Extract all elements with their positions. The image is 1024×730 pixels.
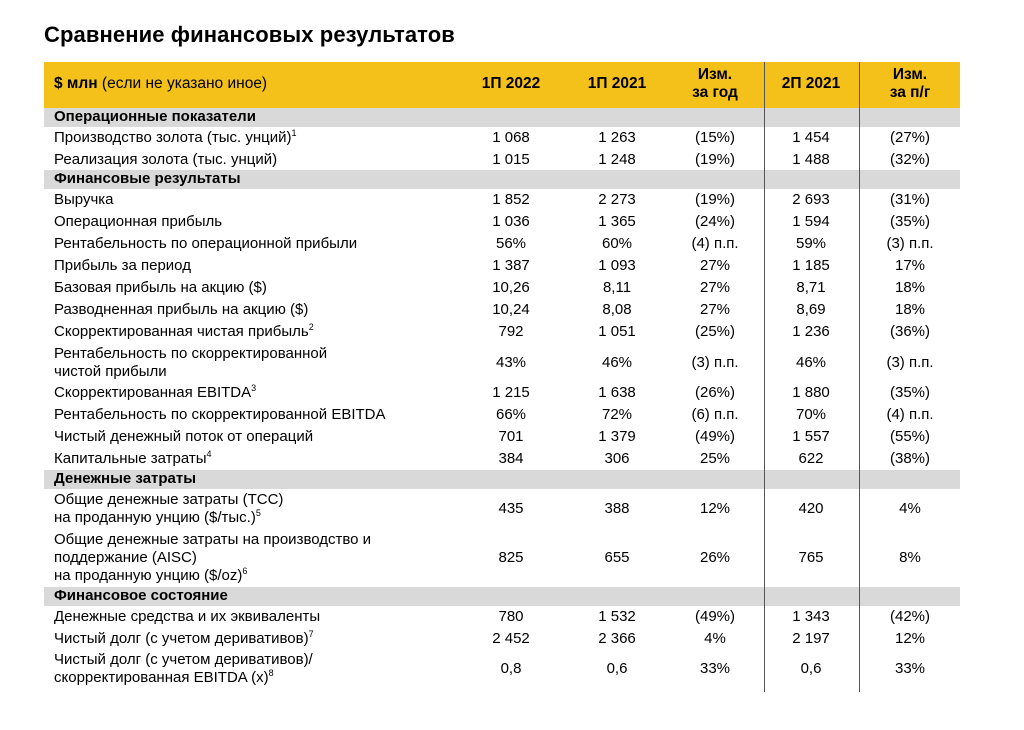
table-cell: 384 [498,450,524,467]
table-cell: (3) п.п. [886,235,934,252]
table-cell: 1 236 [792,323,830,340]
section-operational: Операционные показатели [44,108,960,127]
table-cell: 46% [601,354,633,371]
table-cell: 10,24 [492,301,530,318]
row-label-line: Чистый долг (с учетом деривативов)/ [54,651,313,668]
column-divider [859,62,860,692]
row-label [54,129,296,147]
table-cell: 25% [699,450,731,467]
table-row [44,649,960,689]
table-cell: 1 387 [492,257,530,274]
table-cell: 2 273 [598,191,636,208]
section-costs: Денежные затраты [44,470,960,489]
table-cell: 27% [699,301,731,318]
table-cell: 4% [899,500,921,517]
row-label [54,301,308,319]
table-cell: 622 [798,450,824,467]
table-cell: 435 [498,500,524,517]
row-label-line: Чистый долг (с учетом деривативов) [54,630,309,647]
row-label-line: Производство золота (тыс. унций) [54,129,292,146]
table-row [44,233,960,255]
table-cell: 72% [601,406,633,423]
table-cell: 1 488 [792,151,830,168]
row-label-line: Выручка [54,191,114,208]
table-cell: 1 852 [492,191,530,208]
table-row [44,628,960,649]
row-label-line: Реализация золота (тыс. унций) [54,151,278,168]
table-row [44,299,960,321]
row-label [54,257,191,275]
financial-results-table [44,62,960,689]
table-cell: 420 [798,500,824,517]
row-label-line: Капитальные затраты [54,450,207,467]
table-cell: 765 [798,549,824,566]
row-label-line: Общие денежные затраты на производство и [54,531,372,548]
row-label [54,279,267,297]
table-cell: 2 197 [792,630,830,647]
row-label-line: Рентабельность по операционной прибыли [54,235,358,252]
header-2h-2021: 2П 2021 [781,75,841,92]
table-cell: 1 215 [492,384,530,401]
table-cell: 2 693 [792,191,830,208]
table-cell: 1 880 [792,384,830,401]
footnote-marker: 6 [242,566,248,576]
row-label [54,491,283,527]
footnote-marker: 1 [291,128,297,138]
table-cell: 0,8 [500,660,522,677]
table-cell: 388 [604,500,630,517]
table-cell: (24%) [694,213,735,230]
row-label-line: Чистый денежный поток от операций [54,428,314,445]
footnote-marker: 3 [251,383,257,393]
table-row [44,404,960,426]
row-label-line: скорректированная EBITDA (x) [54,669,269,686]
table-cell: 27% [699,279,731,296]
footnote-marker: 2 [308,322,314,332]
table-row [44,426,960,448]
table-row [44,382,960,404]
table-cell: 8,08 [602,301,632,318]
table-cell: 1 594 [792,213,830,230]
table-cell: (35%) [889,384,930,401]
table-cell: 780 [498,608,524,625]
table-row [44,149,960,170]
table-cell: (49%) [694,428,735,445]
table-cell: 1 093 [598,257,636,274]
page-title: Сравнение финансовых результатов [44,22,455,47]
column-divider [764,62,765,692]
row-label [54,651,313,687]
table-cell: 1 343 [792,608,830,625]
row-label [54,191,114,209]
row-label-line: Разводненная прибыль на акцию ($) [54,301,309,318]
table-cell: 701 [498,428,524,445]
table-cell: (4) п.п. [886,406,934,423]
table-row [44,321,960,343]
section-financial: Финансовые результаты [44,170,960,189]
row-label-line: чистой прибыли [54,363,167,380]
row-label-line: Рентабельность по скорректированной [54,345,328,362]
table-cell: (19%) [694,191,735,208]
table-cell: 10,26 [492,279,530,296]
table-header [44,62,960,108]
table-cell: 655 [604,549,630,566]
table-cell: 46% [795,354,827,371]
footnote-marker: 7 [308,629,314,639]
table-cell: 33% [699,660,731,677]
table-row [44,343,960,382]
table-cell: (49%) [694,608,735,625]
table-cell: (26%) [694,384,735,401]
table-cell: (38%) [889,450,930,467]
table-cell: (4) п.п. [691,235,739,252]
table-cell: (27%) [889,129,930,146]
row-label [54,345,327,381]
row-label-line: на проданную унцию ($/oz) [54,567,243,584]
table-cell: 43% [495,354,527,371]
table-cell: 66% [495,406,527,423]
table-cell: 27% [699,257,731,274]
table-cell: 1 379 [598,428,636,445]
row-label [54,531,371,585]
footnote-marker: 8 [268,668,274,678]
table-cell: 1 532 [598,608,636,625]
table-cell: 12% [699,500,731,517]
footnote-marker: 4 [206,449,212,459]
table-cell: 1 263 [598,129,636,146]
table-cell: 12% [894,630,926,647]
header-change-year: Изм. за год [692,66,738,101]
row-label [54,428,313,446]
row-label [54,384,256,402]
table-row [44,606,960,628]
table-cell: 8% [899,549,921,566]
row-label-line: на проданную унцию ($/тыс.) [54,509,256,526]
table-cell: (35%) [889,213,930,230]
table-cell: 33% [894,660,926,677]
row-label-line: Операционная прибыль [54,213,223,230]
table-row [44,211,960,233]
table-row [44,448,960,470]
header-1h-2021: 1П 2021 [587,75,647,92]
table-row [44,255,960,277]
footnote-marker: 5 [255,508,261,518]
table-cell: 56% [495,235,527,252]
table-cell: 1 015 [492,151,530,168]
table-cell: 26% [699,549,731,566]
row-label [54,323,314,341]
table-cell: (36%) [889,323,930,340]
table-cell: 825 [498,549,524,566]
row-label-line: поддержание (AISC) [54,549,197,566]
table-cell: (55%) [889,428,930,445]
table-cell: 1 557 [792,428,830,445]
row-label-line: Денежные средства и их эквиваленты [54,608,321,625]
table-cell: (19%) [694,151,735,168]
table-cell: (31%) [889,191,930,208]
row-label-line: Рентабельность по скорректированной EBITDA [54,406,386,423]
table-cell: 8,69 [796,301,826,318]
table-cell: 18% [894,301,926,318]
row-label [54,608,320,626]
table-cell: 1 068 [492,129,530,146]
table-row [44,277,960,299]
table-cell: 0,6 [800,660,822,677]
table-cell: 1 454 [792,129,830,146]
row-label-line: Общие денежные затраты (TCC) [54,491,284,508]
table-cell: 1 185 [792,257,830,274]
table-cell: 8,11 [602,279,632,296]
table-cell: 18% [894,279,926,296]
table-cell: 1 051 [598,323,636,340]
row-label [54,406,386,424]
table-cell: (42%) [889,608,930,625]
table-cell: 1 036 [492,213,530,230]
row-label [54,630,314,648]
table-cell: (3) п.п. [691,354,739,371]
table-cell: 1 248 [598,151,636,168]
table-cell: (3) п.п. [886,354,934,371]
table-cell: 8,71 [796,279,826,296]
table-cell: 60% [601,235,633,252]
table-row [44,529,960,587]
header-change-halfyear: Изм. за п/г [889,66,931,101]
row-label-line: Базовая прибыль на акцию ($) [54,279,267,296]
table-cell: (32%) [889,151,930,168]
table-cell: 59% [795,235,827,252]
table-row [44,489,960,529]
row-label-line: Скорректированная EBITDA [54,384,252,401]
table-cell: 1 638 [598,384,636,401]
table-row [44,189,960,211]
table-cell: 70% [795,406,827,423]
header-1h-2022: 1П 2022 [481,75,541,92]
table-cell: (25%) [694,323,735,340]
table-cell: 2 366 [598,630,636,647]
section-position: Финансовое состояние [44,587,960,606]
row-label-line: Скорректированная чистая прибыль [54,323,309,340]
row-label [54,450,212,468]
row-label [54,235,357,253]
header-units-label: $ млн (если не указано иное) [54,75,268,92]
table-cell: (6) п.п. [691,406,739,423]
table-cell: 17% [894,257,926,274]
table-cell: 2 452 [492,630,530,647]
row-label [54,213,222,231]
table-cell: 4% [704,630,726,647]
table-cell: 792 [498,323,524,340]
row-label-line: Прибыль за период [54,257,191,274]
row-label [54,151,277,169]
table-cell: 1 365 [598,213,636,230]
table-row [44,127,960,149]
table-cell: 306 [604,450,630,467]
table-cell: (15%) [694,129,735,146]
table-cell: 0,6 [606,660,628,677]
